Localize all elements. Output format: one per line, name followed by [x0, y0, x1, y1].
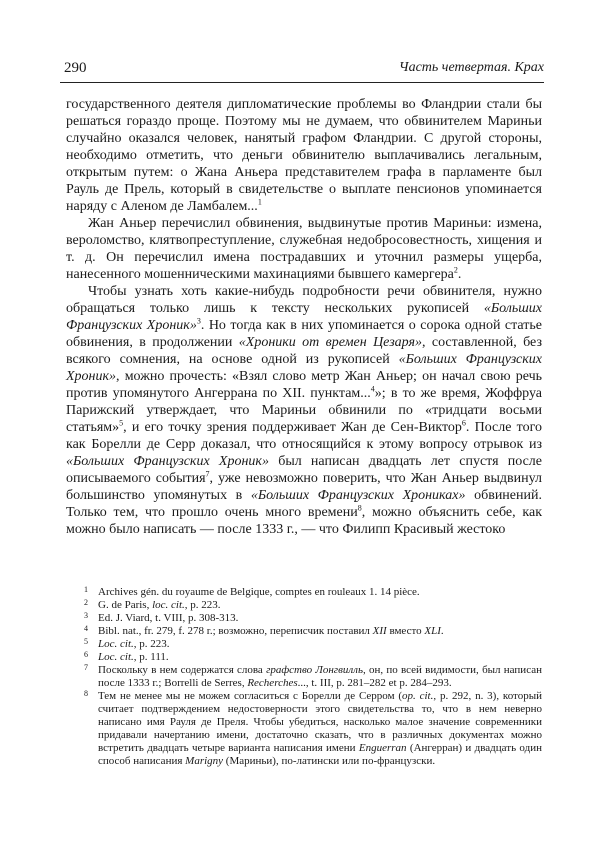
paragraph-2: Жан Аньер перечислил обвинения, выдвинутые против Мариньи: измена, вероломство, клятвопреступление, служебная недобросовестность, хищения и т. д. Он перечислил имена пострадавших и уточнил размеры ущерба, нанесенного мошенническими махинациями бывшего камергера$^2$. — [66, 216, 542, 282]
footnote-8: 8 Тем не менее мы не можем согласиться с Борелли де Серром (op. cit., p. 292, n. 3), который считает подтверждением недостоверности этого свидетельства то, что в нем неверно написано имя Рауля де Преля. Чтобы убедиться, насколько малое значение современники придавали начертанию имени, достаточно сказать, что в различных документах можно встретить двадцать четыре варианта написания имени Enguerran (Ангерран) и двадцать один способ написания Marigny (Мариньи), по-латински или по-французски. — [84, 689, 542, 767]
footnote-7: 7 Поскольку в нем содержатся слова графство Лонгвилль, он, по всей видимости, был написан после 1333 г.; Borrelli de Serres, Recherches..., t. III, p. 281–282 et p. 284–293. — [84, 663, 542, 689]
page-number: 290 — [64, 60, 87, 76]
paragraph-3: Чтобы узнать хоть какие-нибудь подробности речи обвинителя, нужно обращаться только лишь к тексту нескольких рукописей «Больших Французских Хроник»$^3$. Но тогда как в них упоминается о сорока одной статье обвинения, в продолжении «Хроники от времен Цезаря», составленной, без всякого сомнения, на основе одной из рукописей «Больших Французских Хроник», можно прочесть: «Взял слово метр Жан Аньер; он начал свою речь против упомянутого Ангеррана по XII. пунктам...$^4$»; в то же время, Жоффруа Парижский утверждает, что Мариньи обвинили по «тридцати восьми статьям»$^5$, и его точку зрения поддерживает Жан де Сен-Виктор$^6$. После того как Борелли де Серр доказал, что относящийся к этому вопросу отрывок из «Больших Французских Хроник» был написан двадцать лет спустя после описываемого события$^7$, уже невозможно поверить, что Жан Аньер выдвинул большинство упомянутых в «Больших Французских Хрониках» обвинений. Только тем, что прошло очень много времени$^8$, можно объяснить себе, как можно было написать — после 1333 г., — что Филипп Красивый жестоко — [66, 284, 543, 537]
main-text — [66, 96, 542, 538]
footnote-1: 1 Archives gén. du royaume de Belgique, comptes en rouleaux 1. 14 pièce. — [84, 585, 420, 598]
footnote-5: 5 Loc. cit., p. 223. — [84, 637, 170, 650]
header-rule — [60, 82, 544, 83]
page-header — [60, 60, 544, 80]
footnote-2: 2 G. de Paris, loc. cit., p. 223. — [84, 598, 221, 611]
footnote-3: 3 Ed. J. Viard, t. VIII, p. 308-313. — [84, 611, 239, 624]
footnote-6: 6 Loc. cit., p. 111. — [84, 650, 169, 663]
paragraph-1: государственного деятеля дипломатические проблемы во Фландрии стали бы решаться гораздо проще. Поэтому мы не думаем, что обвинителем Мариньи случайно оказался человек, нанятый графом Фландрии. С другой стороны, необходимо отметить, что деньги обвинителю выплачивались легальным, открытым путем: о Жана Аньера представителем графа в парламенте был Рауль де Прель, который в свидетельстве о выплате пенсионов упоминается наряду с Аленом де Ламбалем...$^1$ — [66, 97, 542, 214]
footnote-4: 4 Bibl. nat., fr. 279, f. 278 r.; возможно, переписчик поставил XII вместо XLI. — [84, 624, 444, 637]
running-title: Часть четвертая. Крах — [398, 60, 544, 75]
footnotes — [84, 586, 542, 768]
